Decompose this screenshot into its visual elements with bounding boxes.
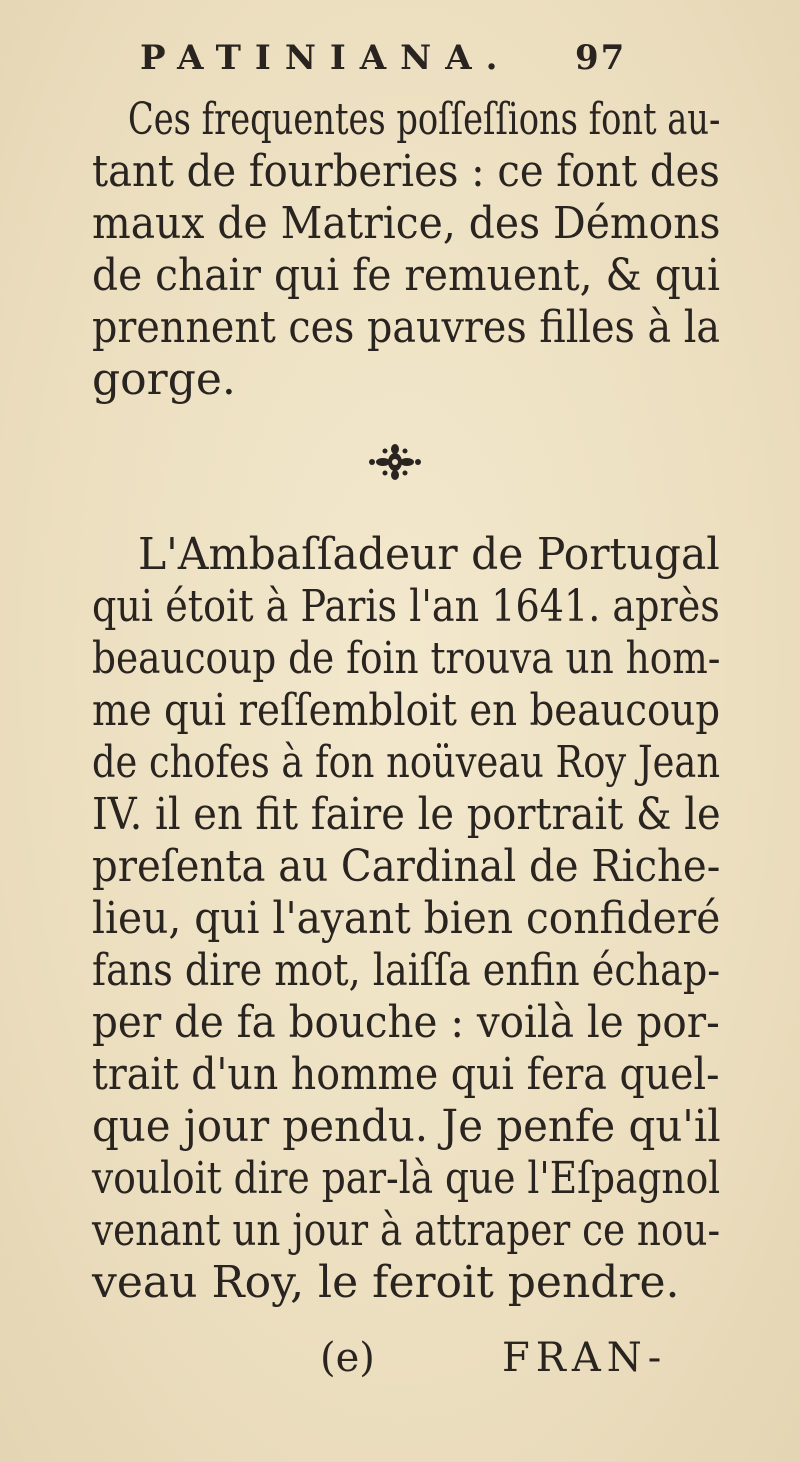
text-line: qui étoit à Paris l'an 1641. après	[92, 581, 720, 632]
text-line: gorge.	[92, 354, 236, 405]
floral-fleuron-icon	[365, 440, 425, 484]
text-line: L'Ambaſſadeur de Portugal	[138, 529, 720, 580]
catchword: FRAN-	[502, 1335, 668, 1381]
text-line: IV. il en fit faire le portrait & le	[92, 789, 721, 840]
text-line: de chofes à fon noüveau Roy Jean	[92, 737, 721, 788]
text-line: lieu, qui l'ayant bien confideré	[92, 893, 721, 944]
text-line: beaucoup de foin trouva un hom-	[92, 633, 721, 684]
text-line: preſenta au Cardinal de Riche-	[92, 841, 721, 892]
running-title: PATINIANA.	[140, 38, 512, 78]
text-line: de chair qui fe remuent, & qui	[92, 250, 721, 301]
text-line: Ces frequentes poſſeſſions font au-	[128, 94, 721, 145]
text-line: vouloit dire par-là que l'Eſpagnol	[92, 1153, 721, 1204]
text-line: fans dire mot, laiſſa enfin échap-	[92, 945, 721, 996]
text-line: tant de fourberies : ce font des	[92, 146, 720, 197]
running-head	[140, 38, 740, 98]
text-line: prennent ces pauvres filles à la	[92, 302, 721, 353]
text-line: per de fa bouche : voilà le por-	[92, 997, 720, 1048]
text-line: maux de Matrice, des Démons	[92, 198, 721, 249]
signature-mark: (e)	[320, 1335, 375, 1381]
text-line: trait d'un homme qui fera quel-	[92, 1049, 720, 1100]
text-line: veau Roy, le feroit pendre.	[92, 1257, 680, 1308]
text-line: venant un jour à attraper ce nou-	[92, 1205, 721, 1256]
page-footer	[0, 1335, 800, 1395]
page-number: 97	[575, 38, 627, 78]
text-line: me qui reſſembloit en beaucoup	[92, 685, 721, 736]
text-line: que jour pendu. Je penfe qu'il	[92, 1101, 721, 1152]
